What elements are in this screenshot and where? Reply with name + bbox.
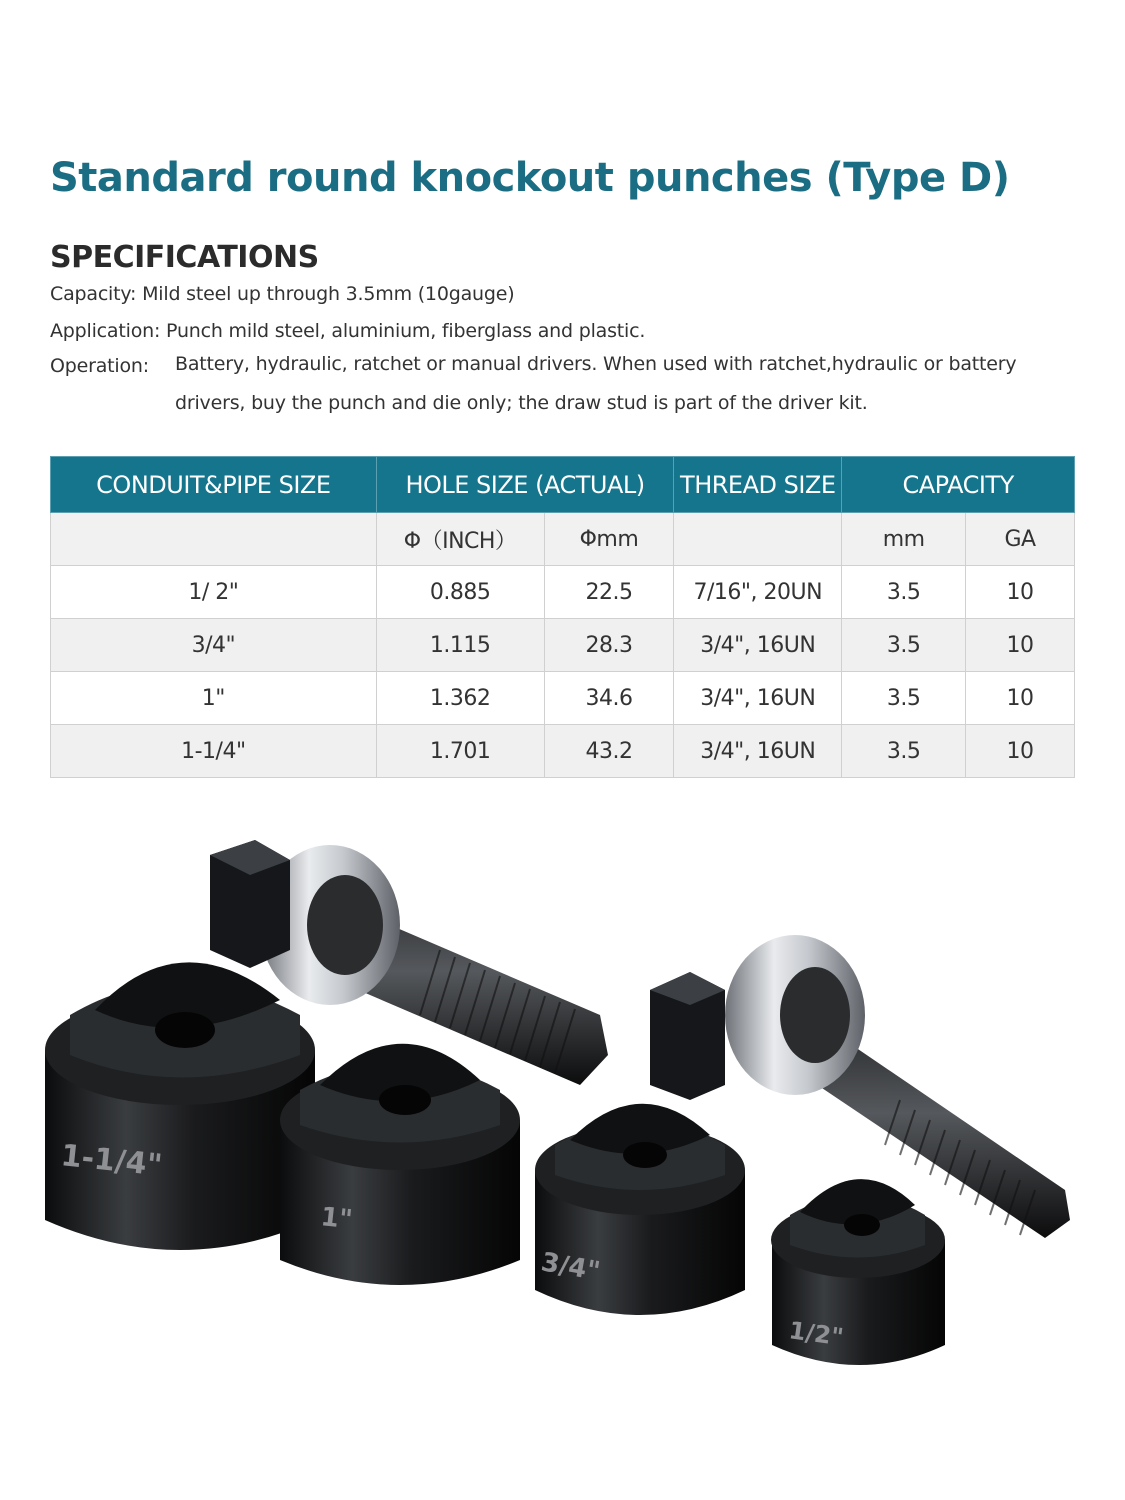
spec-operation-label: Operation: bbox=[50, 355, 149, 377]
table-row bbox=[51, 672, 1075, 725]
cell-thread: 7/16", 20UN bbox=[674, 566, 842, 619]
product-photo bbox=[0, 800, 1125, 1500]
cell-size: 1/ 2" bbox=[51, 566, 377, 619]
header-hole-size: HOLE SIZE (ACTUAL) bbox=[376, 457, 674, 513]
spec-application bbox=[50, 320, 645, 342]
subheader-thread-empty bbox=[674, 513, 842, 566]
spec-table bbox=[50, 456, 1075, 778]
cell-ga: 10 bbox=[966, 672, 1075, 725]
spec-capacity-label: Capacity: bbox=[50, 283, 137, 305]
cell-cap-mm: 3.5 bbox=[842, 672, 966, 725]
cell-thread: 3/4", 16UN bbox=[674, 619, 842, 672]
subheader-mm: Φmm bbox=[544, 513, 674, 566]
cell-mm: 43.2 bbox=[544, 725, 674, 778]
cell-cap-mm: 3.5 bbox=[842, 725, 966, 778]
cell-inch: 0.885 bbox=[376, 566, 544, 619]
specifications-heading: SPECIFICATIONS bbox=[50, 240, 319, 275]
header-conduit-size: CONDUIT&PIPE SIZE bbox=[51, 457, 377, 513]
punch-1-2 bbox=[771, 1179, 945, 1365]
punch-3-4 bbox=[535, 1104, 745, 1315]
cell-inch: 1.362 bbox=[376, 672, 544, 725]
punch-label-1-2: 1/2" bbox=[787, 1316, 846, 1352]
cell-ga: 10 bbox=[966, 725, 1075, 778]
cell-inch: 1.701 bbox=[376, 725, 544, 778]
punch-1-1-4 bbox=[45, 962, 315, 1250]
cell-mm: 28.3 bbox=[544, 619, 674, 672]
spec-capacity bbox=[50, 283, 514, 305]
cell-ga: 10 bbox=[966, 619, 1075, 672]
cell-mm: 34.6 bbox=[544, 672, 674, 725]
punch-1 bbox=[280, 1044, 520, 1285]
subheader-empty bbox=[51, 513, 377, 566]
spec-capacity-text: Mild steel up through 3.5mm (10gauge) bbox=[142, 283, 515, 305]
spec-application-text: Punch mild steel, aluminium, fiberglass and plastic. bbox=[166, 320, 646, 342]
spec-application-label: Application: bbox=[50, 320, 161, 342]
table-row bbox=[51, 725, 1075, 778]
punch-label-1: 1" bbox=[319, 1202, 354, 1236]
spec-operation-text: Battery, hydraulic, ratchet or manual drivers. When used with ratchet,hydraulic or battery drivers, buy the punch and die only; the draw stud is part of the driver kit. bbox=[175, 353, 1017, 414]
header-thread-size: THREAD SIZE bbox=[674, 457, 842, 513]
subheader-cap-ga: GA bbox=[966, 513, 1075, 566]
cell-thread: 3/4", 16UN bbox=[674, 725, 842, 778]
cell-cap-mm: 3.5 bbox=[842, 566, 966, 619]
cell-thread: 3/4", 16UN bbox=[674, 672, 842, 725]
cell-cap-mm: 3.5 bbox=[842, 619, 966, 672]
cell-ga: 10 bbox=[966, 566, 1075, 619]
table-header-row bbox=[51, 457, 1075, 513]
header-capacity: CAPACITY bbox=[842, 457, 1075, 513]
table-subheader-row bbox=[51, 513, 1075, 566]
cell-size: 1-1/4" bbox=[51, 725, 377, 778]
cell-size: 3/4" bbox=[51, 619, 377, 672]
punch-label-1-1-4: 1-1/4" bbox=[59, 1138, 164, 1184]
cell-inch: 1.115 bbox=[376, 619, 544, 672]
page-title: Standard round knockout punches (Type D) bbox=[50, 155, 1010, 201]
subheader-cap-mm: mm bbox=[842, 513, 966, 566]
table-row bbox=[51, 619, 1075, 672]
cell-mm: 22.5 bbox=[544, 566, 674, 619]
subheader-inch: Φ（INCH） bbox=[376, 513, 544, 566]
punch-label-3-4: 3/4" bbox=[538, 1247, 603, 1288]
table-row bbox=[51, 566, 1075, 619]
cell-size: 1" bbox=[51, 672, 377, 725]
